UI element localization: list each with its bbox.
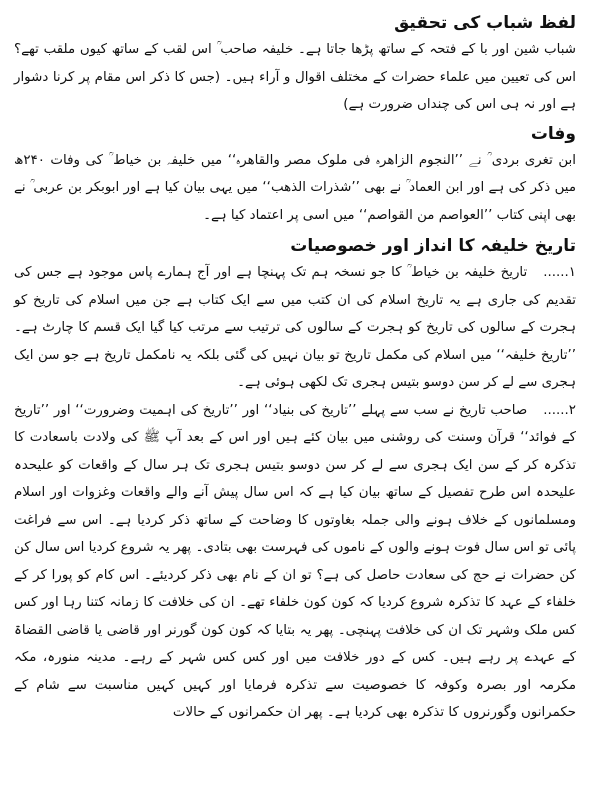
section-title-style-features: تاریخ خلیفہ کا انداز اور خصوصیات: [290, 236, 576, 256]
paragraph-death: ابن تغری بردی ؒ نے ’’النجوم الزاھرہ فی ملوک مصر والقاھرہ‘‘ میں خلیفہ بن خیاط ؒ کی وفات ۲۴۰ھ میں ذکر کی ہے اور ابن العماد ؒ نے بھی ’’شذرات الذھب‘‘ میں یہی بیان کیا ہے اور ابوبکر بن عربی ؒ نے بھی اپنی کتاب ’’العواصم من القواصم‘‘ میں اسی پر اعتماد کیا ہے۔: [14, 152, 576, 223]
list-item-2: [14, 397, 576, 727]
paragraph-word-shabab: شباب شین اور با کے فتحہ کے ساتھ پڑھا جاتا ہے۔ خلیفہ صاحب ؒ اس لقب کے ساتھ کیوں ملقب تھے؟ اس کی تعیین میں علماء حضرات کے مختلف اقوال و آراء ہیں۔ (جس کا ذکر اس مقام پر کرنا دشوار ہے اور نہ ہی اس کی چنداں ضرورت ہے): [14, 42, 576, 112]
section-title-word-shabab: لفظ شباب کی تحقیق: [394, 13, 576, 33]
list-item-text: تاریخ خلیفہ بن خیاط ؒ کا جو نسخہ ہم تک پہنچا ہے اور آج ہمارے پاس موجود ہے جس کی تقدیم کی جاری ہے یہ تاریخ اسلام کی ان کتب میں سے ایک کتاب ہے جن میں اسلام کی تاریخ کو ہجرت کے سالوں کی تاریخ کو ہجرت کے سالوں کی ترتیب سے مرتب کیا گیا ایک قسم کا چارٹ ہے۔ ’’تاریخ خلیفہ‘‘ میں اسلام کی مکمل تاریخ تو بیان نہیں کی گئی بلکہ یہ نامکمل تاریخ ہے جو سن ایک ہجری سے لے کر سن دوسو بتیس ہجری تک لکھی ہوئی ہے۔: [14, 265, 576, 390]
list-item-text: صاحب تاریخ نے سب سے پہلے ’’تاریخ کی بنیاد‘‘ اور ’’تاریخ کی اہمیت وضرورت‘‘ اور ’’تاریخ کے فوائد‘‘ قرآن وسنت کی روشنی میں بیان کئے ہیں اور اس کے بعد آپ ﷺ کی ولادت باسعادت کا تذکرہ کر کے سن ایک ہجری سے لے کر سن دوسو بتیس ہجری تک ہر سال کے واقعات کو علیحدہ علیحدہ اس طرح تفصیل کے ساتھ بیان کیا ہے کہ اس سال پیش آنے والے واقعات وغزوات اور اسلام ومسلمانوں کے خلاف ہونے والی جملہ بغاوتوں کا وضاحت کے ساتھ ذکر کردیا ہے۔ اس سے فراغت پائی تو اس سال فوت ہونے والوں کے ناموں کی فہرست بھی بتادی۔ پھر یہ شروع کردیا اس سال کن کن حضرات نے حج کی سعادت حاصل کی ہے؟ تو ان کے نام بھی ذکر کردیئے۔ اس کام کو پورا کر کے خلفاء کے عہد کا تذکرہ شروع کردیا کہ کون کون خلفاء تھے۔ ان کی خلافت کا زمانہ کتنا رہا اور کس کس ملک وشہر تک ان کی خلافت پہنچی۔ پھر یہ بتایا کہ کون کون گورنر اور قاضی یا قاضی القضاۃ کے عہدے پر رہے ہیں۔ کس کے دور خلافت میں اور کس کس شہر کے رہے۔ مدینہ منورہ، مکہ مکرمہ اور بصرہ وکوفہ کا خصوصیت سے تذکرہ فرمایا اور کہیں کہیں مناسبت سے شام کے حکمرانوں وگورنروں کا تذکرہ بھی کردیا ہے۔ پھر ان حکمرانوں کے حالات: [14, 402, 576, 720]
section-title-death: وفات: [530, 123, 576, 144]
list-item-1: [14, 259, 576, 397]
list-item-number: ۱......: [543, 265, 576, 280]
list-item-number: ۲......: [543, 402, 576, 418]
